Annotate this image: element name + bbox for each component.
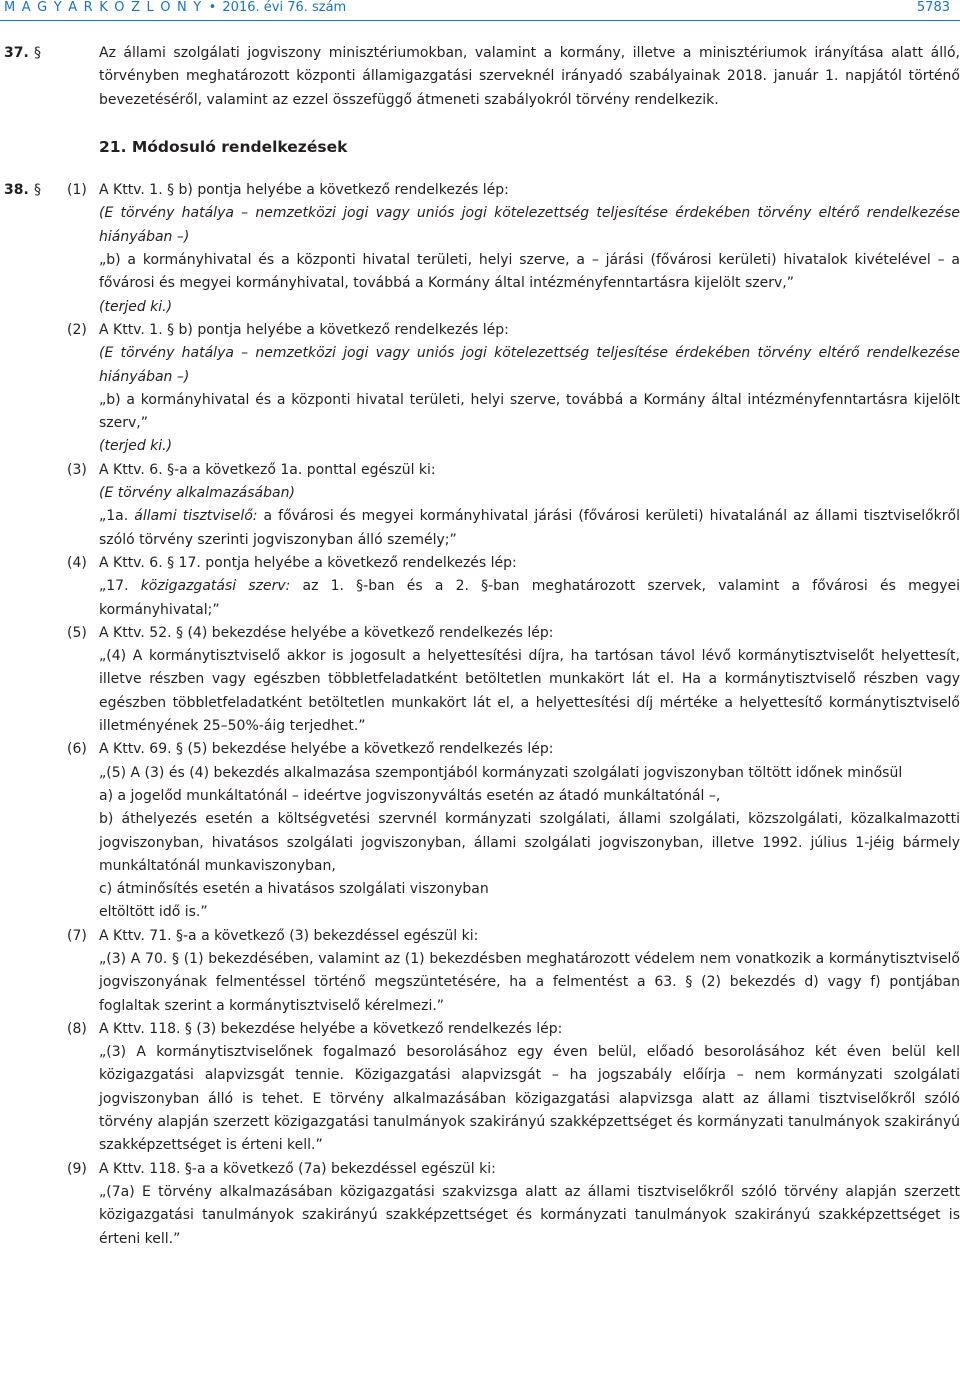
page-header	[0, 0, 960, 26]
subsection-number: (2)	[67, 321, 87, 338]
amendment-intro: A Kttv. 1. § b) pontja helyébe a következő rendelkezés lép:	[99, 321, 509, 338]
amended-text-line: b) áthelyezés esetén a költségvetési szervnél kormányzati szolgálati, állami szolgálati, közszolgálati, közalkalmazotti jogviszonyban, hivatásos szolgálati jogviszonyban, állami szolgálati jogviszonyban, illetve 1992. július 1-jéig bármely munkáltatónál munkaviszonyban,	[99, 811, 960, 874]
definition-text: az 1. §-ban és a 2. §-ban meghatározott szervek, valamint a fővárosi és megyei kormányhivatal;”	[99, 578, 960, 618]
journal-name: M A G Y A R K Ö Z L Ö N Y	[4, 0, 203, 15]
subsection-8	[67, 1018, 960, 1158]
amended-text-line: „(5) A (3) és (4) bekezdés alkalmazása szempontjából kormányzati szolgálati jogviszonyban töltött időnek minősül	[99, 764, 903, 781]
section-sign: §	[34, 182, 41, 199]
context-clause: (E törvény hatálya – nemzetközi jogi vagy uniós jogi kötelezettség teljesítése érdekében törvény eltérő rendelkezése hiányában –)	[99, 345, 960, 385]
amendment-intro: A Kttv. 118. § (3) bekezdése helyébe a következő rendelkezés lép:	[99, 1020, 563, 1037]
subsection-3	[67, 459, 960, 552]
amendment-intro: A Kttv. 6. §-a a következő 1a. ponttal egészül ki:	[99, 461, 436, 478]
subsection-number: (6)	[67, 741, 87, 758]
subsection-number: (7)	[67, 927, 87, 944]
subsection-number: (4)	[67, 554, 87, 571]
subsection-number: (3)	[67, 461, 87, 478]
amendment-intro: A Kttv. 118. §-a a következő (7a) bekezdéssel egészül ki:	[99, 1160, 496, 1177]
subsection-number: (1)	[67, 182, 87, 199]
definition-text: a fővárosi és megyei kormányhivatal járási (fővárosi kerületi) hivatalánál az állami tisztviselőkről szóló törvény szerinti jogviszonyban álló személy;”	[99, 508, 960, 548]
section-number: 37.	[4, 45, 29, 61]
amended-text-line: eltöltött idő is.”	[99, 904, 208, 921]
defined-term: állami tisztviselő:	[134, 508, 258, 525]
amended-text-line: a) a jogelőd munkáltatónál – ideértve jogviszonyváltás esetén az átadó munkáltatónál –,	[99, 787, 721, 804]
amendment-intro: A Kttv. 1. § b) pontja helyébe a következő rendelkezés lép:	[99, 182, 509, 199]
subsection-4	[67, 552, 960, 622]
subsection-6	[67, 738, 960, 924]
section-37	[0, 42, 960, 112]
section-37-text: Az állami szolgálati jogviszony minisztériumokban, valamint a kormány, illetve a minisztériumok irányítása alatt álló, törvényben meghatározott központi államigazgatási szerveknél irányadó szabályainak 2018. január 1. napjától történő bevezetéséről, valamint az ezzel összefüggő átmeneti szabályokról törvény rendelkezik.	[99, 45, 960, 108]
defined-term: közigazgatási szerv:	[140, 578, 291, 595]
running-title	[4, 1, 346, 15]
section-number: 38.	[4, 182, 29, 199]
chapter-heading: 21. Módosuló rendelkezések	[99, 137, 348, 156]
subsection-5	[67, 622, 960, 738]
context-clause: (E törvény alkalmazásában)	[99, 485, 295, 502]
subsection-2	[67, 319, 960, 459]
closing-clause: (terjed ki.)	[99, 298, 173, 315]
document-body	[0, 42, 960, 1251]
amendment-intro: A Kttv. 6. § 17. pontja helyébe a következő rendelkezés lép:	[99, 554, 517, 571]
section-38	[0, 179, 960, 1251]
subsection-1	[67, 179, 960, 319]
amendment-intro: A Kttv. 52. § (4) bekezdése helyébe a következő rendelkezés lép:	[99, 624, 554, 641]
amended-text: „(3) A 70. § (1) bekezdésében, valamint az (1) bekezdésben meghatározott védelem nem vonatkozik a kormánytisztviselő jogviszonyának felmentéssel történő megszüntetésére, ha a felmentést a 63. § (2) bekezdés d) vagy f) pontjában foglaltak szerint a kormánytisztviselő kérelmezi.”	[99, 950, 960, 1014]
section-sign: §	[34, 45, 41, 61]
amended-text: „b) a kormányhivatal és a központi hivatal területi, helyi szerve, továbbá a Kormány által intézményfenntartásra kijelölt szerv,”	[99, 391, 960, 432]
amended-text: „(7a) E törvény alkalmazásában közigazgatási szakvizsga alatt az állami tisztviselőkről szóló törvény alapján szerzett közigazgatási tanulmányok szakirányú szakképzettséget és kormányzati tanulmányok szakirányú szakképzettséget is érteni kell.”	[99, 1183, 960, 1247]
subsection-number: (8)	[67, 1020, 87, 1037]
amended-text: „(4) A kormánytisztviselő akkor is jogosult a helyettesítési díjra, ha tartósan távol lévő kormánytisztviselőt helyettesít, illetve részben vagy egészben többletfeladatként betöltetlen munkakört lát el. Ha a kormánytisztviselő részben vagy egészben többletfeladatként betöltetlen munkakört lát el, a helyettesítési díj mértéke a helyettesítő kormánytisztviselő illetményének 25–50%-áig terjedhet.”	[99, 648, 960, 735]
subsection-number: (5)	[67, 624, 87, 641]
subsection-9	[67, 1158, 960, 1251]
amended-text-line: c) átminősítés esetén a hivatásos szolgálati viszonyban	[99, 881, 489, 898]
amendment-intro: A Kttv. 71. §-a a következő (3) bekezdéssel egészül ki:	[99, 927, 479, 944]
amended-text: „(3) A kormánytisztviselőnek fogalmazó besorolásához egy éven belül, előadó besorolásához két éven belül kell közigazgatási alapvizsgát tennie. Közigazgatási alapvizsgát – ha jogszabály előírja – nem kormányzati szolgálati jogviszonyban álló is tehet. E törvény alkalmazásában közigazgatási alapvizsga alatt az állami tisztviselőkről szóló törvény alapján szerzett közigazgatási tanulmányok szakirányú szakképzettséget és kormányzati tanulmányok szakirányú szakképzettséget is érteni kell.”	[99, 1044, 960, 1154]
issue-label: 2016. évi 76. szám	[222, 0, 347, 15]
amended-text	[99, 575, 960, 622]
subsection-7	[67, 925, 960, 1018]
page-number: 5783	[916, 0, 950, 15]
header-bullet: •	[208, 0, 217, 15]
header-rule	[0, 20, 960, 21]
subsection-number: (9)	[67, 1160, 87, 1177]
amended-text	[99, 505, 960, 552]
point-number: „1a.	[99, 508, 135, 525]
closing-clause: (terjed ki.)	[99, 438, 173, 455]
amendment-intro: A Kttv. 69. § (5) bekezdése helyébe a következő rendelkezés lép:	[99, 741, 554, 758]
point-number: „17.	[99, 578, 141, 595]
amended-text: „b) a kormányhivatal és a központi hivatal területi, helyi szerve, a – járási (fővárosi kerületi) hivatalok kivételével – a fővárosi és megyei kormányhivatal, továbbá a Kormány által intézményfenntartásra kijelölt szerv,”	[99, 252, 960, 292]
context-clause: (E törvény hatálya – nemzetközi jogi vagy uniós jogi kötelezettség teljesítése érdekében törvény eltérő rendelkezése hiányában –)	[99, 205, 960, 245]
